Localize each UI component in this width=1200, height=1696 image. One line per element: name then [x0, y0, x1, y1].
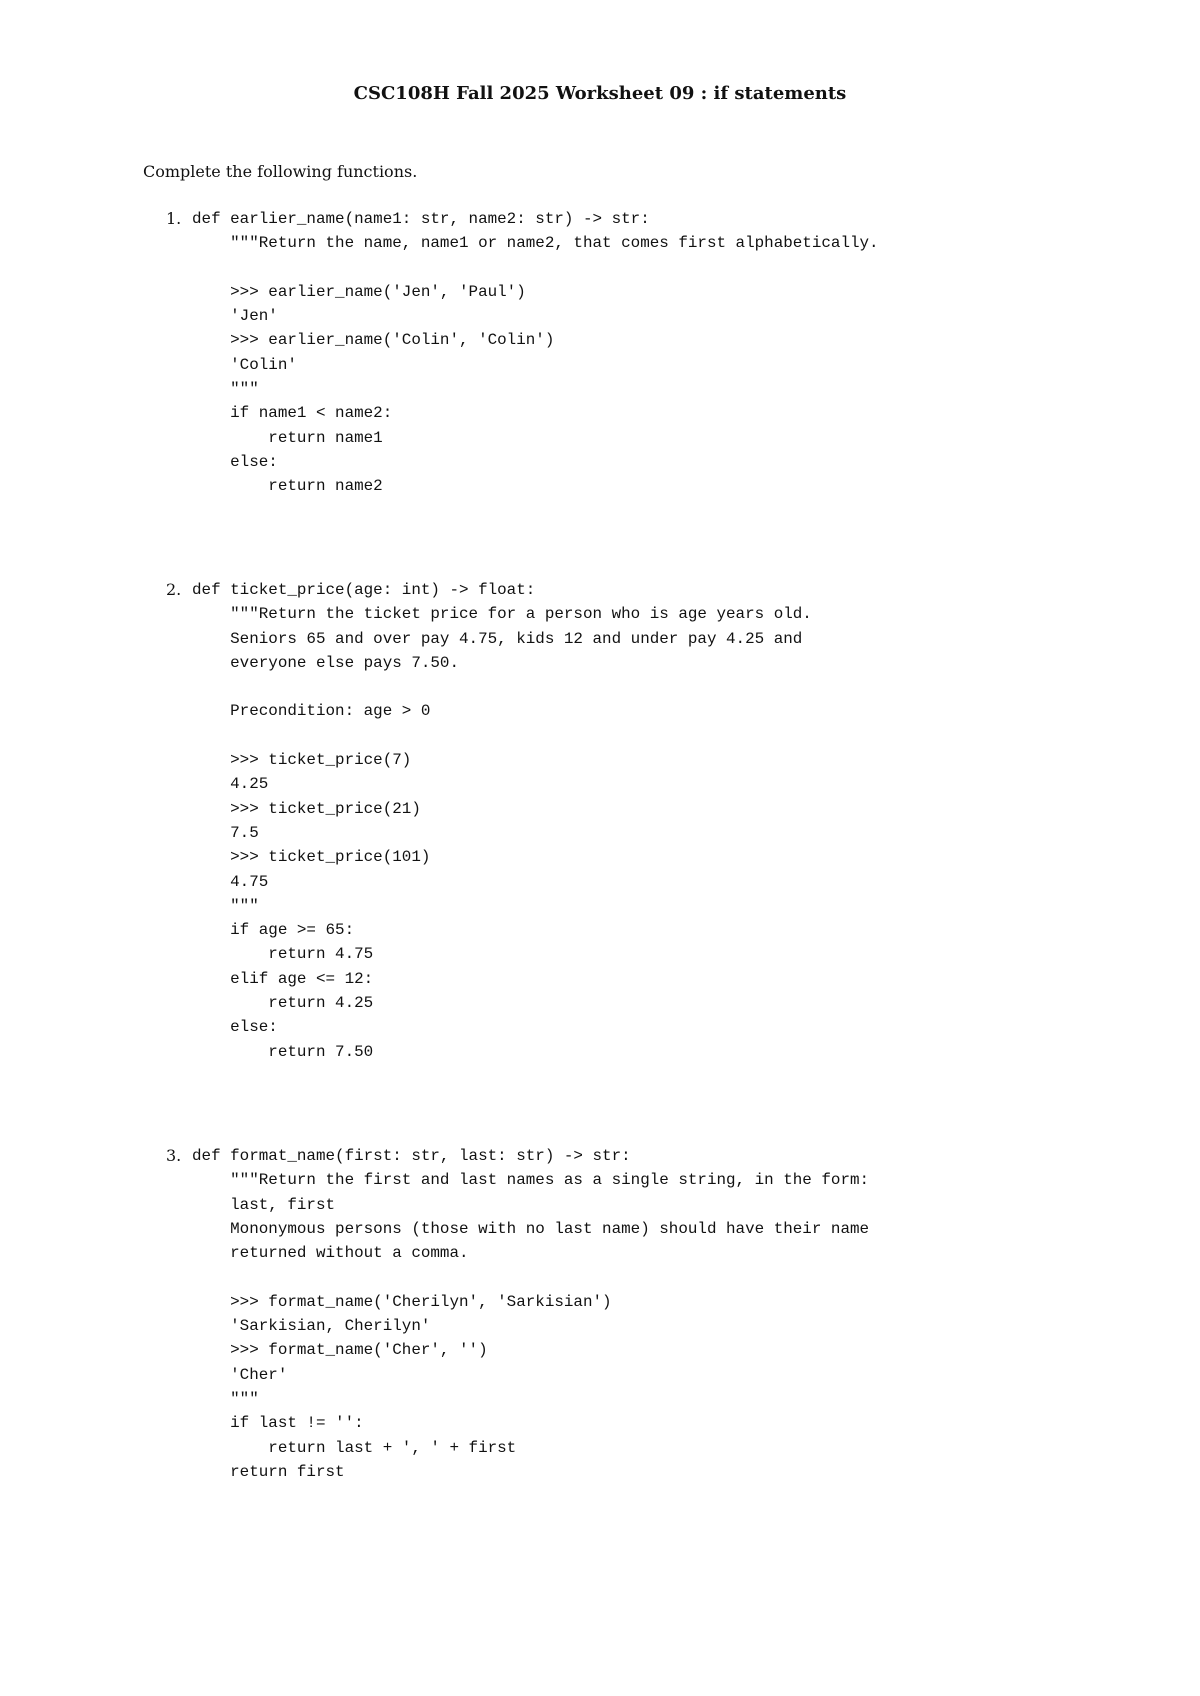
code-line: return 4.75 — [192, 945, 374, 964]
code-line: >>> earlier_name('Jen', 'Paul') — [192, 282, 526, 301]
code-line: 7.5 — [192, 823, 259, 842]
code-line: 'Jen' — [192, 307, 278, 326]
code-line: >>> format_name('Cherilyn', 'Sarkisian') — [192, 1292, 612, 1311]
code-line — [192, 1265, 869, 1289]
code-line: 'Colin' — [192, 355, 297, 374]
code-line: return first — [192, 1462, 345, 1481]
code-line: if name1 < name2: — [192, 404, 393, 423]
code-line: def ticket_price(age: int) -> float: — [192, 581, 536, 599]
code-line: elif age <= 12: — [192, 969, 374, 988]
instructions-text: Complete the following functions. — [143, 162, 418, 181]
code-block — [192, 1144, 869, 1484]
code-line: everyone else pays 7.50. — [192, 653, 460, 672]
code-line: return name1 — [192, 428, 383, 447]
code-line: """ — [192, 380, 259, 399]
code-line: 'Cher' — [192, 1365, 288, 1384]
code-line: >>> ticket_price(21) — [192, 799, 421, 818]
code-line: return 4.25 — [192, 994, 374, 1013]
code-line: def format_name(first: str, last: str) -> str: — [192, 1147, 631, 1165]
code-line: >>> earlier_name('Colin', 'Colin') — [192, 331, 555, 350]
code-line: Mononymous persons (those with no last name) should have their name — [192, 1219, 870, 1238]
code-line: """Return the ticket price for a person who is age years old. — [192, 605, 812, 624]
question-number: 1. — [166, 209, 182, 228]
code-line: last, first — [192, 1195, 336, 1214]
code-line — [192, 675, 812, 699]
code-line: return name2 — [192, 477, 383, 496]
code-line: 4.25 — [192, 775, 269, 794]
code-block — [192, 207, 879, 499]
code-line: else: — [192, 1018, 278, 1037]
code-line: else: — [192, 452, 278, 471]
code-line: >>> ticket_price(7) — [192, 751, 412, 770]
code-line: >>> ticket_price(101) — [192, 848, 431, 867]
code-line: returned without a comma. — [192, 1244, 469, 1263]
code-line: def earlier_name(name1: str, name2: str) -> str: — [192, 210, 650, 228]
code-line — [192, 256, 879, 280]
code-line: 4.75 — [192, 872, 269, 891]
question-number: 2. — [166, 580, 182, 599]
question-number: 3. — [166, 1146, 182, 1165]
code-line: 'Sarkisian, Cherilyn' — [192, 1317, 431, 1336]
code-line: """Return the first and last names as a single string, in the form: — [192, 1171, 870, 1190]
code-line: if age >= 65: — [192, 921, 355, 940]
code-line: return last + ', ' + first — [192, 1438, 517, 1457]
code-line — [192, 724, 812, 748]
page-title: CSC108H Fall 2025 Worksheet 09 : if statements — [353, 83, 847, 104]
code-line: """Return the name, name1 or name2, that comes first alphabetically. — [192, 234, 879, 253]
code-line: Seniors 65 and over pay 4.75, kids 12 and under pay 4.25 and — [192, 629, 803, 648]
code-line: return 7.50 — [192, 1042, 374, 1061]
code-line: """ — [192, 896, 259, 915]
code-block — [192, 578, 812, 1064]
code-line: """ — [192, 1389, 259, 1408]
code-line: Precondition: age > 0 — [192, 702, 431, 721]
code-line: >>> format_name('Cher', '') — [192, 1341, 488, 1360]
code-line: if last != '': — [192, 1414, 364, 1433]
